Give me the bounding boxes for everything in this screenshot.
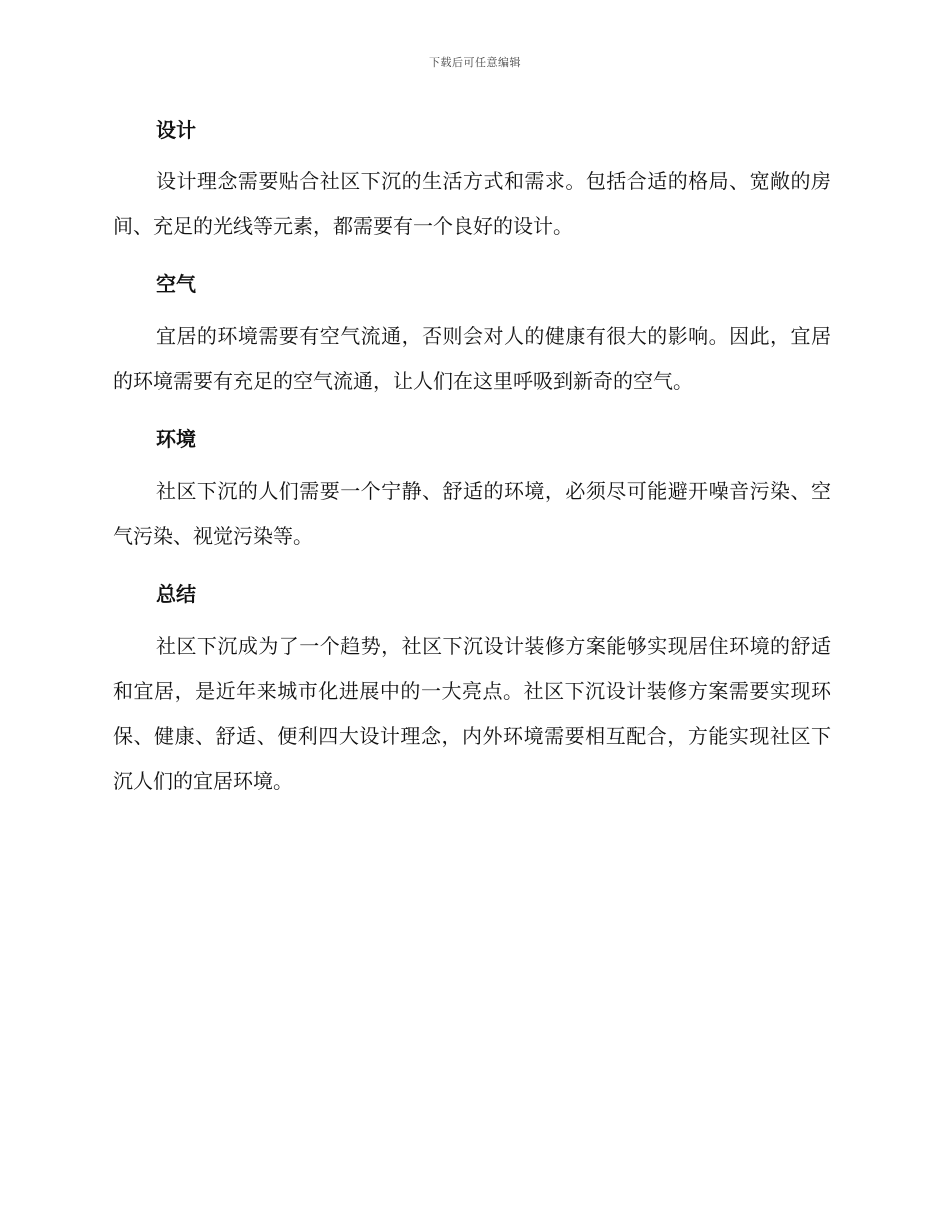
section-paragraph-environment: 社区下沉的人们需要一个宁静、舒适的环境，必须尽可能避开噪音污染、空气污染、视觉污染等。 (113, 479, 831, 548)
section-heading-design: 设计 (156, 118, 196, 142)
section-heading-summary: 总结 (156, 582, 196, 606)
section-paragraph-air: 宜居的环境需要有空气流通，否则会对人的健康有很大的影响。因此，宜居的环境需要有充足的空气流通，让人们在这里呼吸到新奇的空气。 (113, 324, 831, 393)
document-body (113, 110, 831, 804)
page-header-note: 下载后可任意编辑 (429, 56, 521, 69)
section-heading-environment: 环境 (156, 427, 196, 451)
section-paragraph-design: 设计理念需要贴合社区下沉的生活方式和需求。包括合适的格局、宽敞的房间、充足的光线等元素，都需要有一个良好的设计。 (113, 169, 831, 238)
section-heading-air: 空气 (156, 272, 196, 296)
section-paragraph-summary: 社区下沉成为了一个趋势，社区下沉设计装修方案能够实现居住环境的舒适和宜居，是近年来城市化进展中的一大亮点。社区下沉设计装修方案需要实现环保、健康、舒适、便利四大设计理念，内外环境需要相互配合，方能实现社区下沉人们的宜居环境。 (113, 634, 831, 793)
